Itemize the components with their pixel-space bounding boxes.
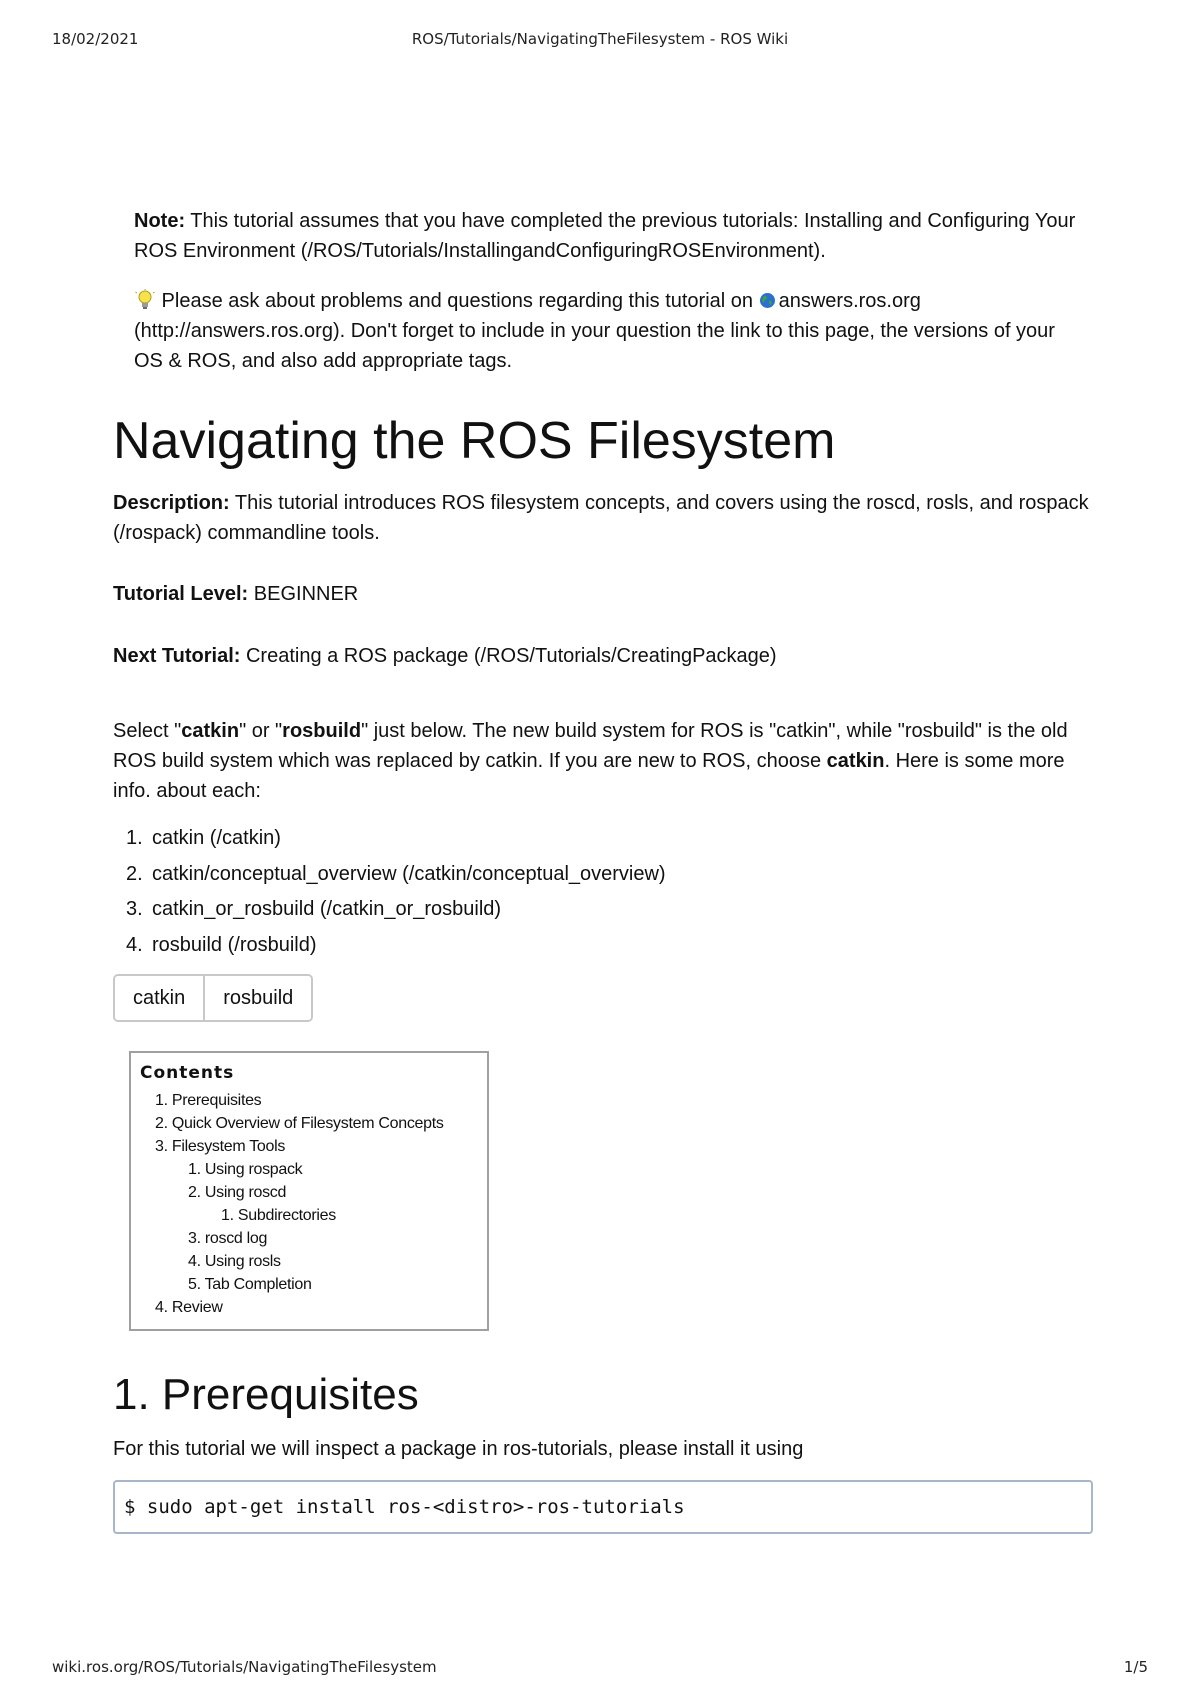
intro-text-3: " just below. The new build system for ROS is "catkin", while "rosbuild" is the old ROS build system which was replaced by catkin. If you are new to ROS, choose bbox=[113, 720, 1068, 772]
intro-bold-catkin: catkin bbox=[181, 720, 240, 742]
tutorial-level-label: Tutorial Level: bbox=[113, 583, 249, 605]
catkin-link[interactable]: catkin (/catkin) bbox=[152, 827, 281, 849]
toc-item-review[interactable]: 4. Review bbox=[155, 1299, 223, 1316]
list-item[interactable] bbox=[126, 892, 666, 928]
list-item[interactable] bbox=[126, 928, 666, 964]
toc-item-using-rosls[interactable]: 4. Using rosls bbox=[188, 1253, 281, 1270]
build-system-links bbox=[126, 821, 666, 963]
note-text[interactable]: This tutorial assumes that you have completed the previous tutorials: Installing and Configuring Your ROS Environment (/ROS/Tutorials/InstallingandConfiguringROSEnvironment). bbox=[134, 210, 1076, 262]
tab-rosbuild[interactable]: rosbuild bbox=[203, 976, 311, 1020]
tutorial-level-value: BEGINNER bbox=[248, 583, 359, 605]
note-paragraph bbox=[134, 206, 1084, 266]
intro-bold-catkin-choice: catkin bbox=[826, 750, 885, 772]
toc-item-tab-completion[interactable]: 5. Tab Completion bbox=[188, 1276, 312, 1293]
list-number: 3. bbox=[126, 898, 143, 920]
list-item[interactable] bbox=[126, 857, 666, 893]
tutorial-level bbox=[113, 579, 358, 609]
globe-icon bbox=[759, 292, 776, 309]
list-number: 2. bbox=[126, 862, 143, 885]
description-text: This tutorial introduces ROS filesystem concepts, and covers using the roscd, rosls, and rospack (/rospack) commandline tools. bbox=[113, 492, 1089, 544]
table-of-contents bbox=[129, 1051, 489, 1331]
toc-item-roscd-log[interactable]: 3. roscd log bbox=[188, 1230, 268, 1247]
build-system-selector bbox=[113, 974, 313, 1022]
toc-title: Contents bbox=[140, 1063, 235, 1083]
note-label: Note: bbox=[134, 210, 186, 232]
lightbulb-icon bbox=[134, 289, 156, 311]
help-text-after: (http://answers.ros.org). Don't forget to include in your question the link to this page, the versions of your OS & ROS, and also add appropriate tags. bbox=[134, 320, 1055, 372]
help-paragraph bbox=[134, 286, 1084, 376]
intro-text-4: . Here is some more info. about each: bbox=[113, 750, 1065, 802]
description-label: Description: bbox=[113, 492, 230, 514]
conceptual-overview-link[interactable]: catkin/conceptual_overview (/catkin/conceptual_overview) bbox=[152, 862, 666, 885]
install-command-code[interactable]: $ sudo apt-get install ros-<distro>-ros-tutorials bbox=[113, 1480, 1093, 1534]
list-number: 1. bbox=[126, 827, 143, 849]
toc-item-quick-overview[interactable]: 2. Quick Overview of Filesystem Concepts bbox=[155, 1115, 444, 1132]
intro-text-2: " or " bbox=[239, 720, 283, 742]
print-url: wiki.ros.org/ROS/Tutorials/NavigatingTheFilesystem bbox=[52, 1658, 437, 1676]
toc-item-using-roscd[interactable]: 2. Using roscd bbox=[188, 1184, 287, 1201]
toc-item-using-rospack[interactable]: 1. Using rospack bbox=[188, 1161, 303, 1178]
toc-item-prerequisites[interactable]: 1. Prerequisites bbox=[155, 1092, 262, 1109]
help-text-before: Please ask about problems and questions regarding this tutorial on bbox=[156, 290, 759, 312]
next-tutorial-label: Next Tutorial: bbox=[113, 645, 241, 667]
tab-catkin[interactable]: catkin bbox=[115, 976, 203, 1020]
toc-item-filesystem-tools[interactable]: 3. Filesystem Tools bbox=[155, 1138, 286, 1155]
print-date: 18/02/2021 bbox=[52, 30, 139, 48]
prerequisites-text: For this tutorial we will inspect a package in ros-tutorials, please install it using bbox=[113, 1438, 804, 1460]
prerequisites-heading: 1. Prerequisites bbox=[113, 1370, 419, 1419]
catkin-or-rosbuild-link[interactable]: catkin_or_rosbuild (/catkin_or_rosbuild) bbox=[152, 898, 502, 920]
rosbuild-link[interactable]: rosbuild (/rosbuild) bbox=[152, 933, 317, 956]
next-tutorial-link[interactable]: Creating a ROS package (/ROS/Tutorials/CreatingPackage) bbox=[240, 645, 777, 667]
description-paragraph bbox=[113, 488, 1093, 548]
list-number: 4. bbox=[126, 933, 143, 956]
build-system-intro bbox=[113, 716, 1093, 806]
print-page-title: ROS/Tutorials/NavigatingTheFilesystem - ROS Wiki bbox=[411, 30, 789, 48]
list-item[interactable] bbox=[126, 821, 666, 857]
print-page-number: 1/5 bbox=[1123, 1658, 1148, 1676]
toc-item-subdirectories[interactable]: 1. Subdirectories bbox=[221, 1207, 336, 1224]
page-title: Navigating the ROS Filesystem bbox=[113, 412, 836, 470]
next-tutorial bbox=[113, 641, 777, 671]
intro-text-1: Select " bbox=[113, 720, 182, 742]
answers-link[interactable]: answers.ros.org bbox=[778, 290, 921, 312]
intro-bold-rosbuild: rosbuild bbox=[282, 720, 362, 742]
